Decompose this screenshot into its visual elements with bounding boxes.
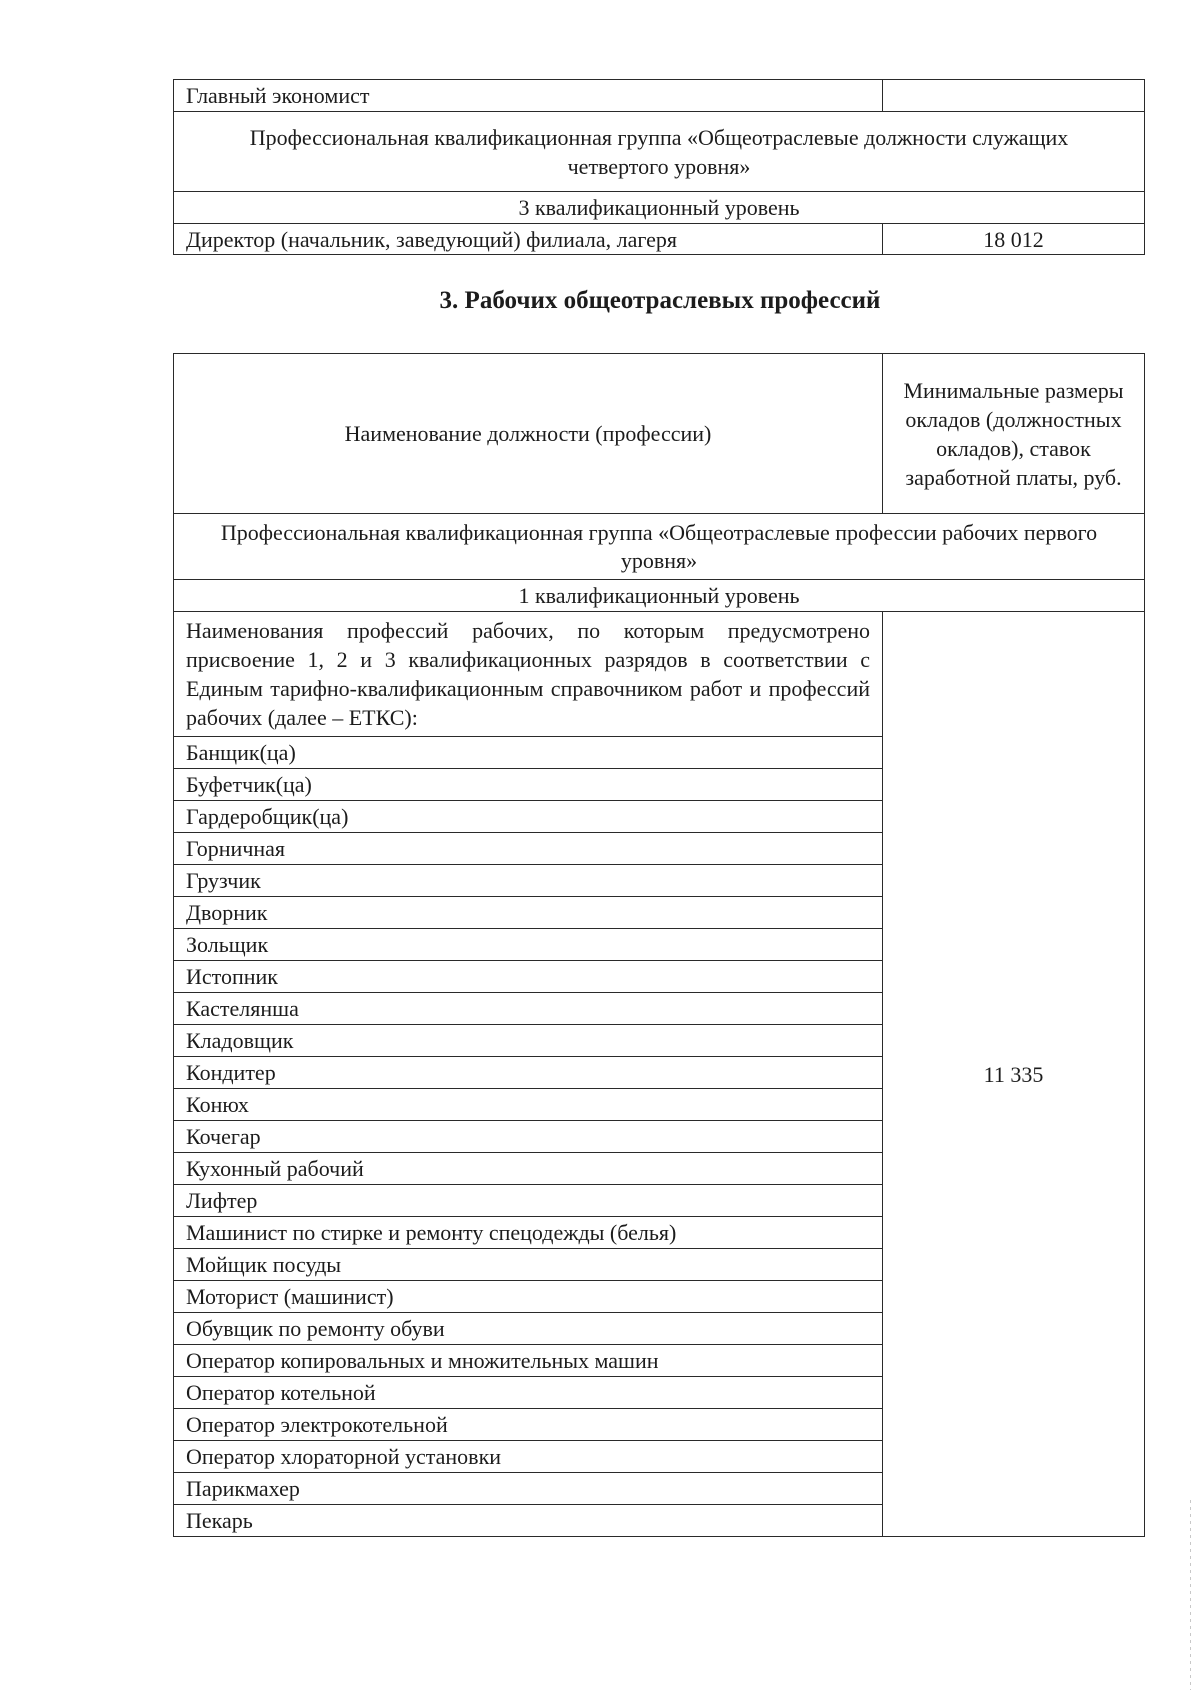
header-salary-cell: Минимальные размеры окладов (должностных окладов), ставок заработной платы, руб. bbox=[883, 354, 1145, 514]
table-row bbox=[174, 224, 1145, 255]
profession-name-cell: Истопник bbox=[174, 961, 883, 993]
profession-name-cell: Пекарь bbox=[174, 1505, 883, 1537]
profession-name-cell: Обувщик по ремонту обуви bbox=[174, 1313, 883, 1345]
table-row bbox=[174, 612, 1145, 737]
table-service-positions bbox=[173, 79, 1145, 255]
profession-name-cell: Оператор котельной bbox=[174, 1377, 883, 1409]
profession-name-cell: Машинист по стирке и ремонту спецодежды (белья) bbox=[174, 1217, 883, 1249]
profession-name-cell: Кастелянша bbox=[174, 993, 883, 1025]
qualification-group-cell: Профессиональная квалификационная группа «Общеотраслевые должности служащих четвертого уровня» bbox=[174, 112, 1145, 192]
profession-name-cell: Мойщик посуды bbox=[174, 1249, 883, 1281]
profession-name-cell: Зольщик bbox=[174, 929, 883, 961]
profession-name-cell: Кухонный рабочий bbox=[174, 1153, 883, 1185]
profession-name-cell: Конюх bbox=[174, 1089, 883, 1121]
position-name-cell: Главный экономист bbox=[174, 80, 883, 112]
table-row bbox=[174, 192, 1145, 224]
profession-name-cell: Оператор электрокотельной bbox=[174, 1409, 883, 1441]
profession-name-cell: Парикмахер bbox=[174, 1473, 883, 1505]
profession-name-cell: Моторист (машинист) bbox=[174, 1281, 883, 1313]
profession-name-cell: Гардеробщик(ца) bbox=[174, 801, 883, 833]
table-worker-professions bbox=[173, 353, 1145, 1537]
profession-name-cell: Кондитер bbox=[174, 1057, 883, 1089]
profession-name-cell: Кладовщик bbox=[174, 1025, 883, 1057]
salary-cell: 11 335 bbox=[883, 612, 1145, 1537]
table-row bbox=[174, 514, 1145, 580]
profession-name-cell: Грузчик bbox=[174, 865, 883, 897]
header-name-cell: Наименование должности (профессии) bbox=[174, 354, 883, 514]
position-name-cell: Директор (начальник, заведующий) филиала, лагеря bbox=[174, 224, 883, 255]
profession-name-cell: Горничная bbox=[174, 833, 883, 865]
section-title: 3. Рабочих общеотраслевых профессий bbox=[439, 287, 881, 314]
table-header-row bbox=[174, 354, 1145, 514]
table-row bbox=[174, 580, 1145, 612]
profession-name-cell: Кочегар bbox=[174, 1121, 883, 1153]
qualification-level-cell: 3 квалификационный уровень bbox=[174, 192, 1145, 224]
description-cell: Наименования профессий рабочих, по которым предусмотрено присвоение 1, 2 и 3 квалификационных разрядов в соответствии с Единым тарифно-квалификационным справочником работ и профессий рабочих (далее – ЕТКС): bbox=[174, 612, 883, 737]
profession-name-cell: Дворник bbox=[174, 897, 883, 929]
qualification-group-cell: Профессиональная квалификационная группа «Общеотраслевые профессии рабочих первого уровня» bbox=[174, 514, 1145, 580]
profession-name-cell: Лифтер bbox=[174, 1185, 883, 1217]
profession-name-cell: Оператор хлораторной установки bbox=[174, 1441, 883, 1473]
profession-name-cell: Оператор копировальных и множительных машин bbox=[174, 1345, 883, 1377]
salary-cell-empty bbox=[883, 80, 1145, 112]
salary-cell: 18 012 bbox=[883, 224, 1145, 255]
profession-name-cell: Буфетчик(ца) bbox=[174, 769, 883, 801]
table-row bbox=[174, 112, 1145, 192]
qualification-level-cell: 1 квалификационный уровень bbox=[174, 580, 1145, 612]
table-row bbox=[174, 80, 1145, 112]
scan-artifact bbox=[1190, 1500, 1191, 1690]
profession-name-cell: Банщик(ца) bbox=[174, 737, 883, 769]
